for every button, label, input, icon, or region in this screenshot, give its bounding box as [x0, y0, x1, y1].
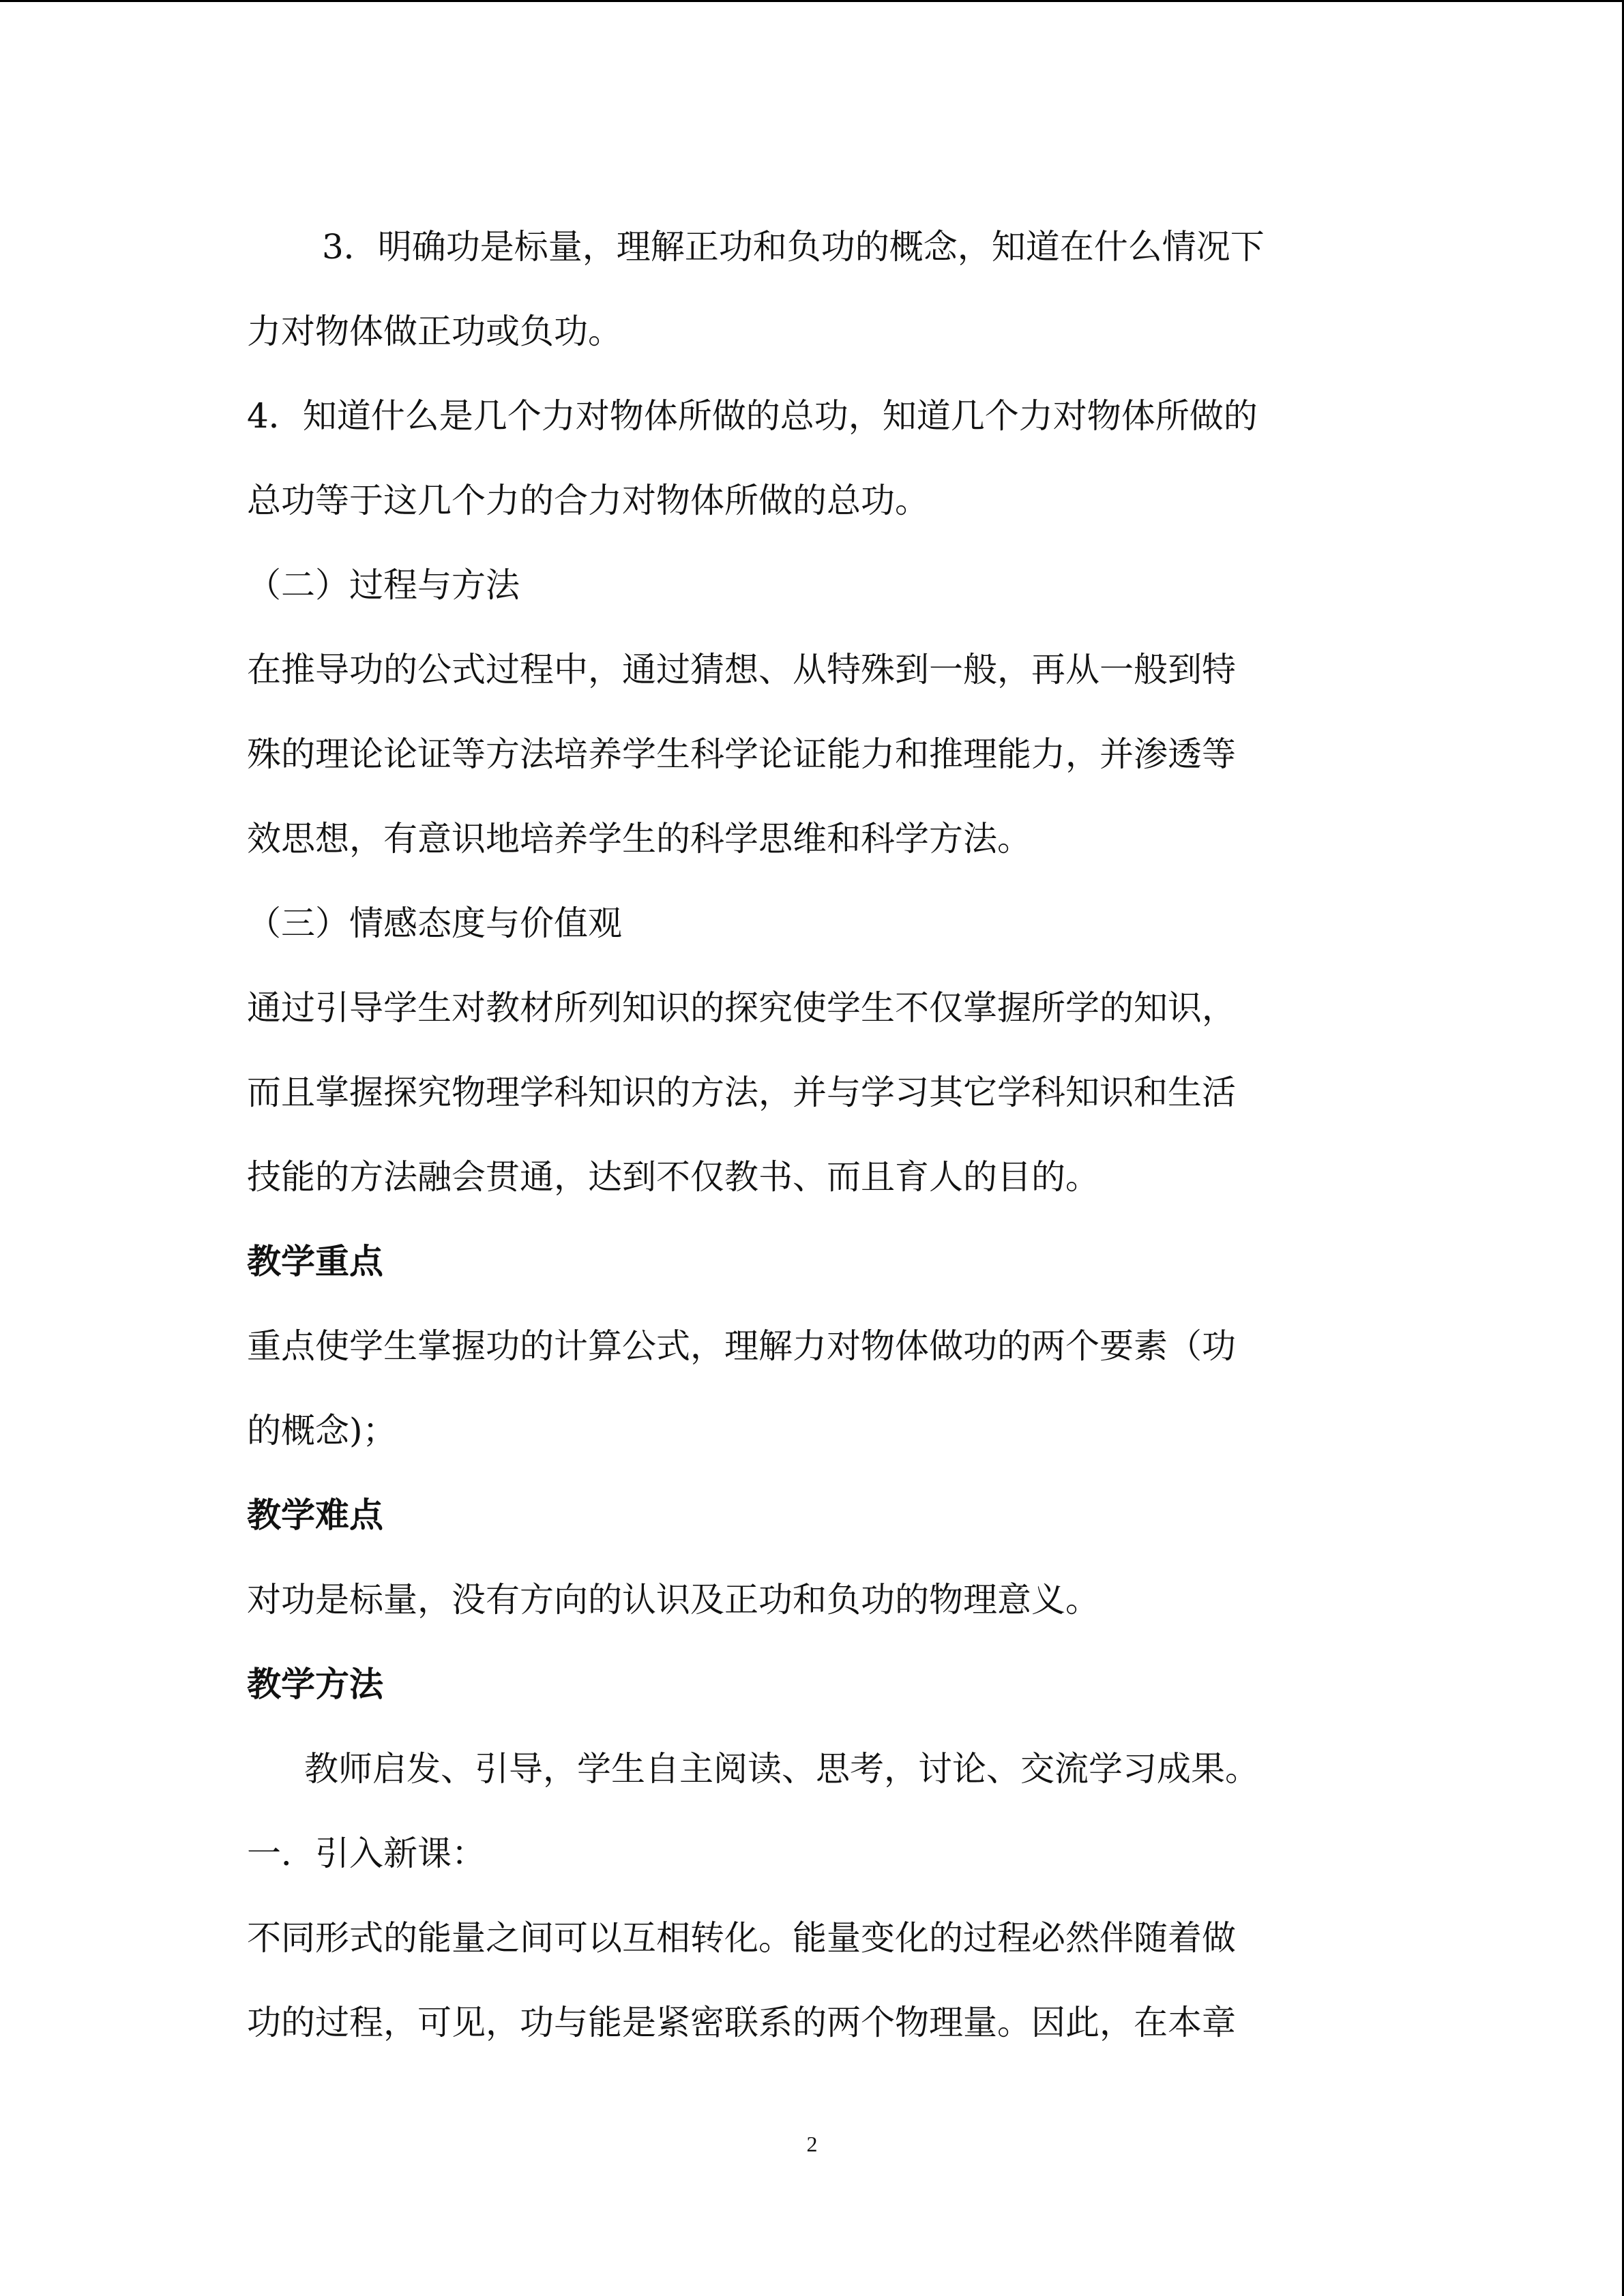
introduction-line-1: 不同形式的能量之间可以互相转化。能量变化的过程必然伴随着做 — [247, 1918, 1236, 1958]
objective-4-line-1: 4．知道什么是几个力对物体所做的总功，知道几个力对物体所做的 — [247, 396, 1258, 436]
section-emotion-values-heading: （三）情感态度与价值观 — [247, 904, 622, 943]
key-points-line-1: 重点使学生掌握功的计算公式，理解力对物体做功的两个要素（功 — [247, 1326, 1236, 1366]
objective-3-line-1: 3．明确功是标量，理解正功和负功的概念，知道在什么情况下 — [322, 227, 1265, 267]
methods-line-1: 教师启发、引导，学生自主阅读、思考，讨论、交流学习成果。 — [304, 1749, 1259, 1789]
process-method-line-3: 效思想，有意识地培养学生的科学思维和科学方法。 — [247, 819, 1031, 859]
key-points-line-2: 的概念)； — [247, 1411, 397, 1450]
introduction-line-2: 功的过程，可见，功与能是紧密联系的两个物理量。因此，在本章 — [247, 2003, 1236, 2042]
teaching-difficulties-heading: 教学难点 — [247, 1495, 383, 1535]
emotion-values-line-2: 而且掌握探究物理学科知识的方法，并与学习其它学科知识和生活 — [247, 1073, 1236, 1112]
section-process-method-heading: （二）过程与方法 — [247, 565, 520, 605]
emotion-values-line-1: 通过引导学生对教材所列知识的探究使学生不仅掌握所学的知识， — [247, 988, 1236, 1028]
introduce-new-lesson-heading: 一．引入新课： — [247, 1834, 486, 1873]
emotion-values-line-3: 技能的方法融会贯通，达到不仅教书、而且育人的目的。 — [247, 1157, 1099, 1197]
difficulties-line-1: 对功是标量，没有方向的认识及正功和负功的物理意义。 — [247, 1580, 1099, 1620]
process-method-line-2: 殊的理论论证等方法培养学生科学论证能力和推理能力，并渗透等 — [247, 734, 1236, 774]
document-body — [247, 205, 1383, 2065]
page-top-border — [0, 0, 1624, 2]
objective-3-line-2: 力对物体做正功或负功。 — [247, 312, 622, 351]
objective-4-line-2: 总功等于这几个力的合力对物体所做的总功。 — [247, 481, 929, 520]
teaching-key-points-heading: 教学重点 — [247, 1241, 383, 1281]
page-number: 2 — [806, 2132, 818, 2156]
process-method-line-1: 在推导功的公式过程中，通过猜想、从特殊到一般，再从一般到特 — [247, 650, 1236, 689]
teaching-methods-heading: 教学方法 — [247, 1664, 383, 1704]
